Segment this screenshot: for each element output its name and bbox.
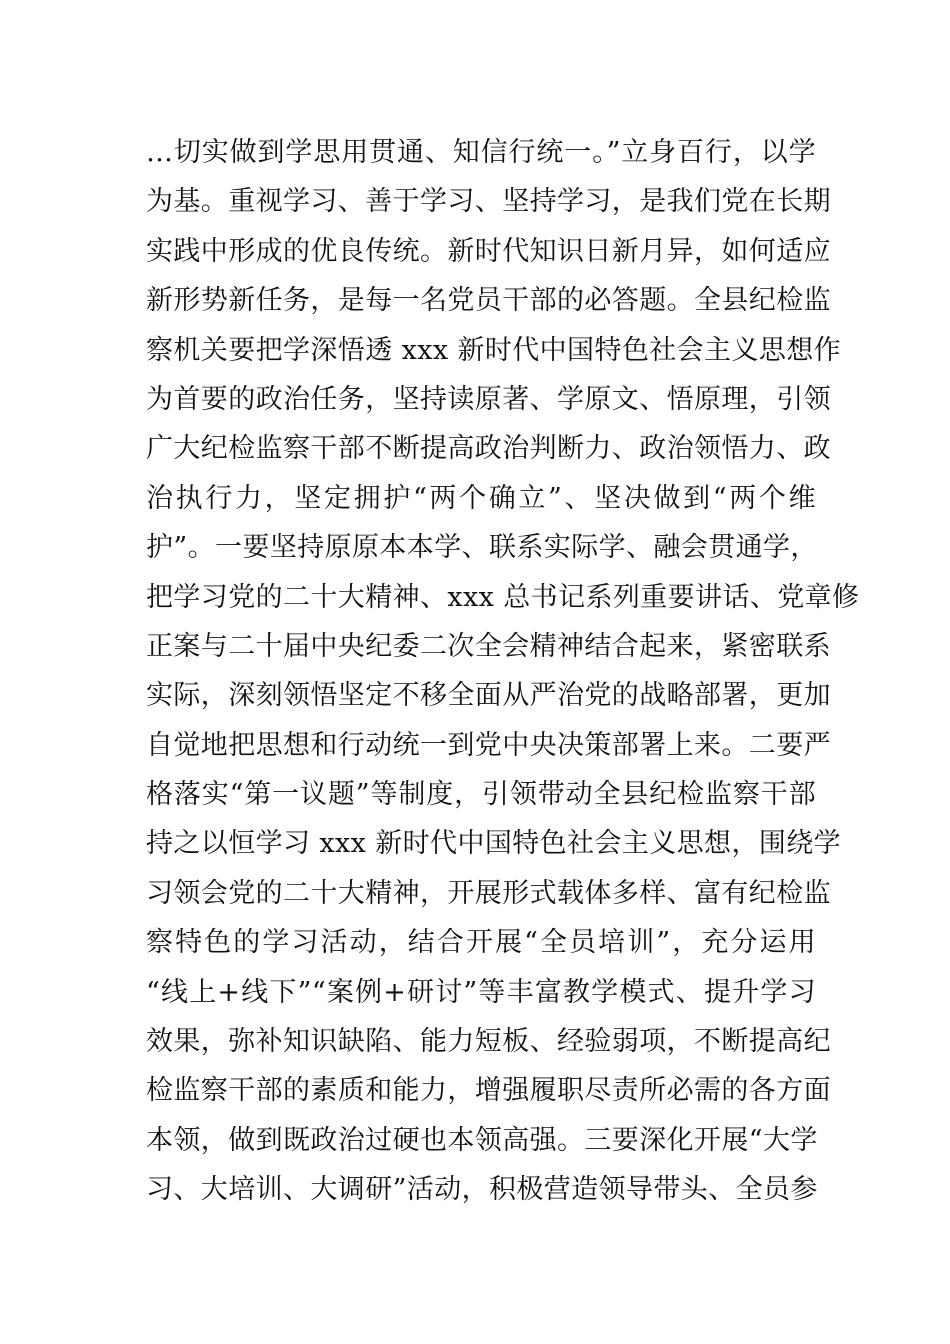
text-line: 把学习党的二十大精神、xxx 总书记系列重要讲话、党章修 [146,581,860,613]
text-line: 察机关要把学深悟透 xxx 新时代中国特色社会主义思想作 [146,334,842,366]
text-line: 治执行力，坚定拥护“两个确立”、坚决做到“两个维 [146,482,816,514]
text-line: 本领，做到既政治过硬也本领高强。三要深化开展“大学 [146,1124,818,1156]
text-line: 实践中形成的优良传统。新时代知识日新月异，如何适应 [146,235,831,267]
text-line: 实际，深刻领悟坚定不移全面从严治党的战略部署，更加 [146,680,831,712]
text-line: 持之以恒学习 xxx 新时代中国特色社会主义思想，围绕学 [146,828,842,860]
text-line: 为首要的政治任务，坚持读原著、学原文、悟原理，引领 [146,383,831,415]
text-line: 检监察干部的素质和能力，增强履职尽责所必需的各方面 [146,1075,831,1107]
text-line: 新形势新任务，是每一名党员干部的必答题。全县纪检监 [146,285,831,317]
text-line: 习、大培训、大调研”活动，积极营造领导带头、全员参 [146,1174,818,1206]
text-line: 习领会党的二十大精神，开展形式载体多样、富有纪检监 [146,877,831,909]
text-line: 正案与二十届中央纪委二次全会精神结合起来，紧密联系 [146,630,831,662]
body-paragraph [146,128,860,1215]
text-line: “线上+线下”“案例+研讨”等丰富教学模式、提升学习 [146,976,816,1008]
text-line: 为基。重视学习、善于学习、坚持学习，是我们党在长期 [146,186,831,218]
text-line: …切实做到学思用贯通、知信行统一。”立身百行，以学 [146,137,816,168]
text-line: 格落实“第一议题”等制度，引领带动全县纪检监察干部 [146,779,816,811]
text-line: 察特色的学习活动，结合开展“全员培训”，充分运用 [146,927,816,959]
text-line: 护”。一要坚持原原本本学、联系实际学、融会贯通学， [146,532,818,564]
text-line: 自觉地把思想和行动统一到党中央决策部署上来。二要严 [146,729,831,761]
text-line: 效果，弥补知识缺陷、能力短板、经验弱项，不断提高纪 [146,1026,831,1058]
text-line: 广大纪检监察干部不断提高政治判断力、政治领悟力、政 [146,433,831,465]
